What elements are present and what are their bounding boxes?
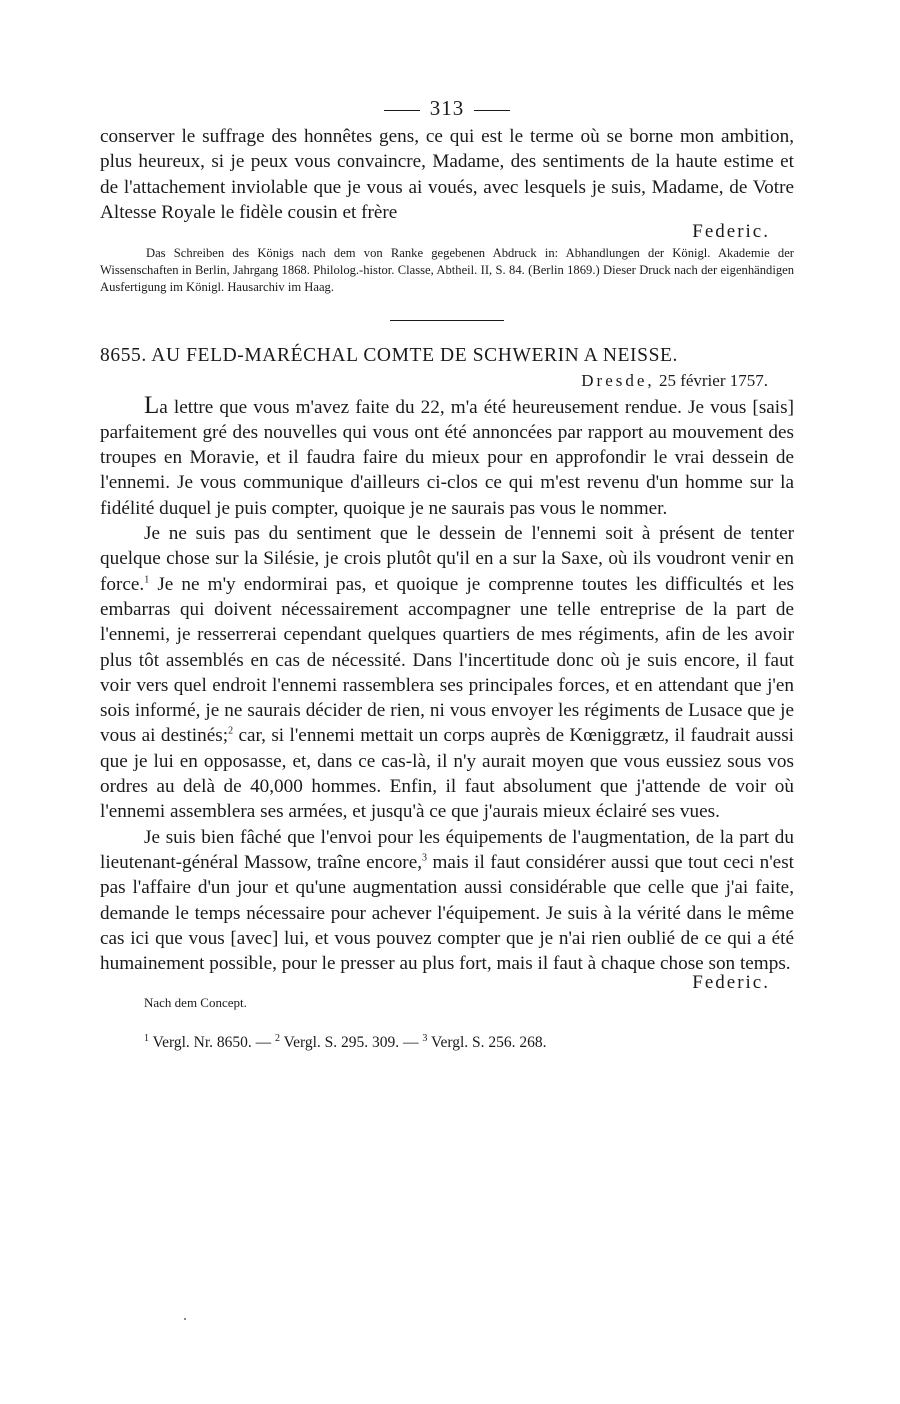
letter-paragraph-3: [100, 825, 794, 977]
section-separator: [390, 320, 504, 321]
letter-date: 25 février 1757.: [658, 370, 768, 390]
footnote-ref-2: 2: [228, 726, 234, 738]
paragraph-2-text-a: Je ne suis pas du sentiment que le dessein de l'ennemi soit à présent de tenter quelque chose sur la Silésie, je crois plutôt qu'il en a sur la Saxe, où ils voudront venir en force.: [100, 523, 794, 595]
footnote-ref-3: 3: [422, 852, 428, 864]
paragraph-2-text-c: car, si l'ennemi mettait un corps auprès de Kœniggrætz, il faudrait aussi que je lui en opposasse, et, dans ce cas-là, il n'y aurait moyen que vous eussiez sous vos ordres au delà de 40,000 hommes. Enfin, il faut absolument que j'attende de voir où l'ennemi assemblera ses armées, et jusqu'à ce que j'aurais mieux éclairé ses vues.: [100, 725, 794, 823]
scan-speck: [184, 1318, 186, 1320]
letter-dateline: [100, 369, 794, 393]
header-dash-left: [384, 110, 420, 111]
page-number: 313: [429, 96, 465, 120]
footnote-3-text: Vergl. S. 256. 268.: [427, 1034, 547, 1052]
header-dash-right: [474, 110, 510, 111]
paragraph-3-text-a: Je suis bien fâché que l'envoi pour les équipements de l'augmentation, de la part du lieutenant-général Massow, traîne encore,: [100, 826, 794, 873]
page: [100, 92, 794, 1054]
concept-note: Nach dem Concept.: [144, 995, 247, 1011]
footnote-ref-1: 1: [144, 574, 150, 586]
letter-paragraph-1: [100, 393, 794, 521]
paragraph-3-text-b: mais il faut considérer aussi que tout ceci n'est pas l'affaire d'un jour et qu'une augmentation aussi considérable que celle que j'ai faite, demande le temps nécessaire pour achever l'équipement. Je suis à la vérité dans le même cas ici que vous [avec] lui, et vous pouvez compter que je n'ai rien oublié de ce qui a été humainement possible, pour le presser au plus fort, mais il faut à chaque chose son temps.: [100, 851, 794, 975]
paragraph-2-text-b: Je ne m'y endormirai pas, et quoique je comprenne toutes les difficultés et les embarras qui doivent nécessairement accompagner une telle entreprise de la part de l'ennemi, je resserrerai cependant quelques quartiers de mes régiments, afin de les avoir plus tôt assemblés en cas de nécessité. Dans l'incertitude donc où je suis encore, il faut voir vers quel endroit l'ennemi rassemblera ses principales forces, et en attendant que j'en sois informé, je ne saurais décider de rien, ni vous envoyer les régiments de Lusace que je vous ai destinés;: [100, 573, 794, 747]
prev-letter-signature: Federic.: [692, 221, 770, 243]
footnotes: [144, 1032, 794, 1054]
footnote-2-text: Vergl. S. 295. 309. —: [280, 1034, 423, 1052]
footnote-1-text: Vergl. Nr. 8650. —: [149, 1034, 276, 1052]
footnote-2-mark: 2: [275, 1033, 281, 1045]
letter-signature: Federic.: [692, 972, 770, 994]
footnote-3-mark: 3: [422, 1033, 428, 1045]
page-header: [100, 92, 794, 124]
letter-place: Dresde,: [581, 370, 655, 390]
prev-letter-source-note: Das Schreiben des Königs nach dem von Ranke gegebenen Abdruck in: Abhandlungen der Königl. Akademie der Wissenschaften in Berlin, Jahrgang 1868. Philolog.-histor. Classe, Abtheil. II, S. 84. (Berlin 1869.) Dieser Druck nach der eigenhändigen Ausfertigung im Königl. Hausarchiv im Haag.: [100, 246, 794, 294]
prev-letter-closing: conserver le suffrage des honnêtes gens, ce qui est le terme où se borne mon ambition, plus heureux, si je peux vous convaincre, Madame, des sentiments de la haute estime et de l'attachement inviolable que je vous ai voués, avec lesquels je suis, Madame, de Votre Altesse Royale le fidèle cousin et frère: [100, 126, 794, 223]
paragraph-1-text: a lettre que vous m'avez faite du 22, m'a été heureusement rendue. Je vous [sais] parfaitement gré des nouvelles qui vous ont été annoncées par rapport au mouvement des troupes en Moravie, et il faudra faire du mieux pour en approfondir le vrai dessein de l'ennemi. Je vous communique d'ailleurs ci-clos ce qui m'est revenu d'un homme sur la fidélité duquel je puis compter, quoique je ne saurais pas vous le nommer.: [100, 396, 794, 519]
letter-heading: 8655. AU FELD-MARÉCHAL COMTE DE SCHWERIN A NEISSE.: [100, 344, 678, 366]
footnote-1-mark: 1: [144, 1033, 149, 1045]
letter-paragraph-2: [100, 521, 794, 825]
drop-capital: L: [144, 391, 160, 419]
